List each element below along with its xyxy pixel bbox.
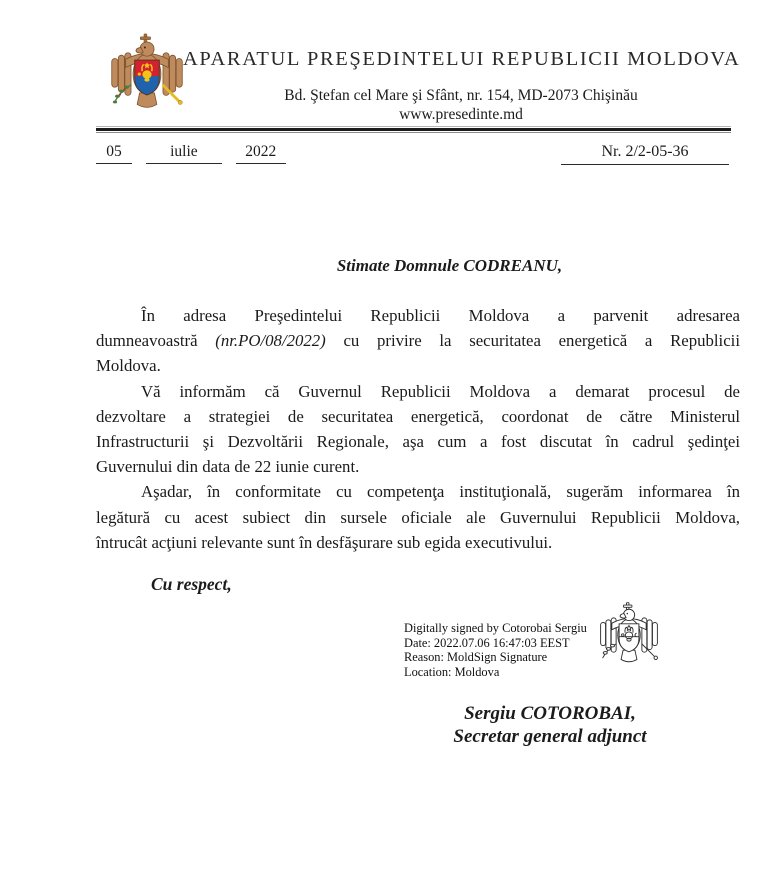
paragraph-3-line-3: întrucât acţiuni relevante sunt în desfăşurare sub egida executivului. (96, 532, 553, 552)
date-day: 05 (96, 143, 132, 164)
paragraph-2-line-3: Infrastructurii şi Dezvoltării Regionale, aşa cum a fost discutat în cadrul şedinţei (96, 432, 740, 452)
signatory-block (400, 702, 700, 748)
paragraph-2-line-4: Guvernului din data de 22 iunie curent. (96, 457, 360, 477)
org-website: www.presedinte.md (399, 106, 523, 123)
paragraph-3-line-2: legătură cu acest subiect din sursele oficiale ale Guvernului Republicii Moldova, (96, 507, 740, 527)
salutation: Stimate Domnule CODREANU, (336, 256, 563, 275)
digital-signature-line: Reason: MoldSign Signature (404, 650, 548, 665)
paragraph-3-line-1: Aşadar, în conformitate cu competenţa instituţională, sugerăm informarea în (141, 482, 740, 502)
signatory-title: Secretar general adjunct (453, 726, 647, 747)
paragraph-1-line-2 (96, 328, 740, 353)
digital-signature-line: Date: 2022.07.06 16:47:03 EEST (404, 635, 570, 650)
moldova-coat-of-arms-icon (106, 33, 188, 125)
paragraph-2-line-2: dezvoltare a strategiei de securitatea energetică, coordonat de către Ministerul (96, 406, 740, 426)
digital-signature-details (404, 621, 604, 679)
letter-body (96, 303, 740, 555)
registration-number: Nr. 2/2-05-36 (561, 143, 729, 165)
p1-text: cu privire la securitatea energetică a Republicii (343, 331, 740, 351)
moldova-coat-of-arms-stamp-icon (596, 597, 662, 681)
letter-date (96, 143, 286, 164)
p1-text: dumneavoastră (96, 331, 198, 351)
paragraph-2-line-1: Vă informăm că Guvernul Republicii Moldova a demarat procesul de (141, 381, 740, 401)
signatory-name: Sergiu COTOROBAI, (464, 703, 636, 724)
org-name: APARATUL PREŞEDINTELUI REPUBLICII MOLDOVA (183, 48, 741, 70)
date-month: iulie (146, 143, 222, 164)
digital-signature-line: Location: Moldova (404, 664, 500, 679)
letterhead-divider (96, 126, 731, 133)
digital-signature-line: Digitally signed by Cotorobai Sergiu (404, 621, 587, 635)
paragraph-1-line-3: Moldova. (96, 356, 161, 376)
incoming-reference: (nr.PO/08/2022) (215, 331, 326, 351)
paragraph-1-line-1: În adresa Preşedintelui Republicii Moldova a parvenit adresarea (141, 306, 740, 325)
org-address: Bd. Ştefan cel Mare şi Sfânt, nr. 154, MD-2073 Chişinău (284, 87, 638, 104)
closing-phrase: Cu respect, (151, 574, 232, 594)
date-year: 2022 (236, 143, 286, 164)
